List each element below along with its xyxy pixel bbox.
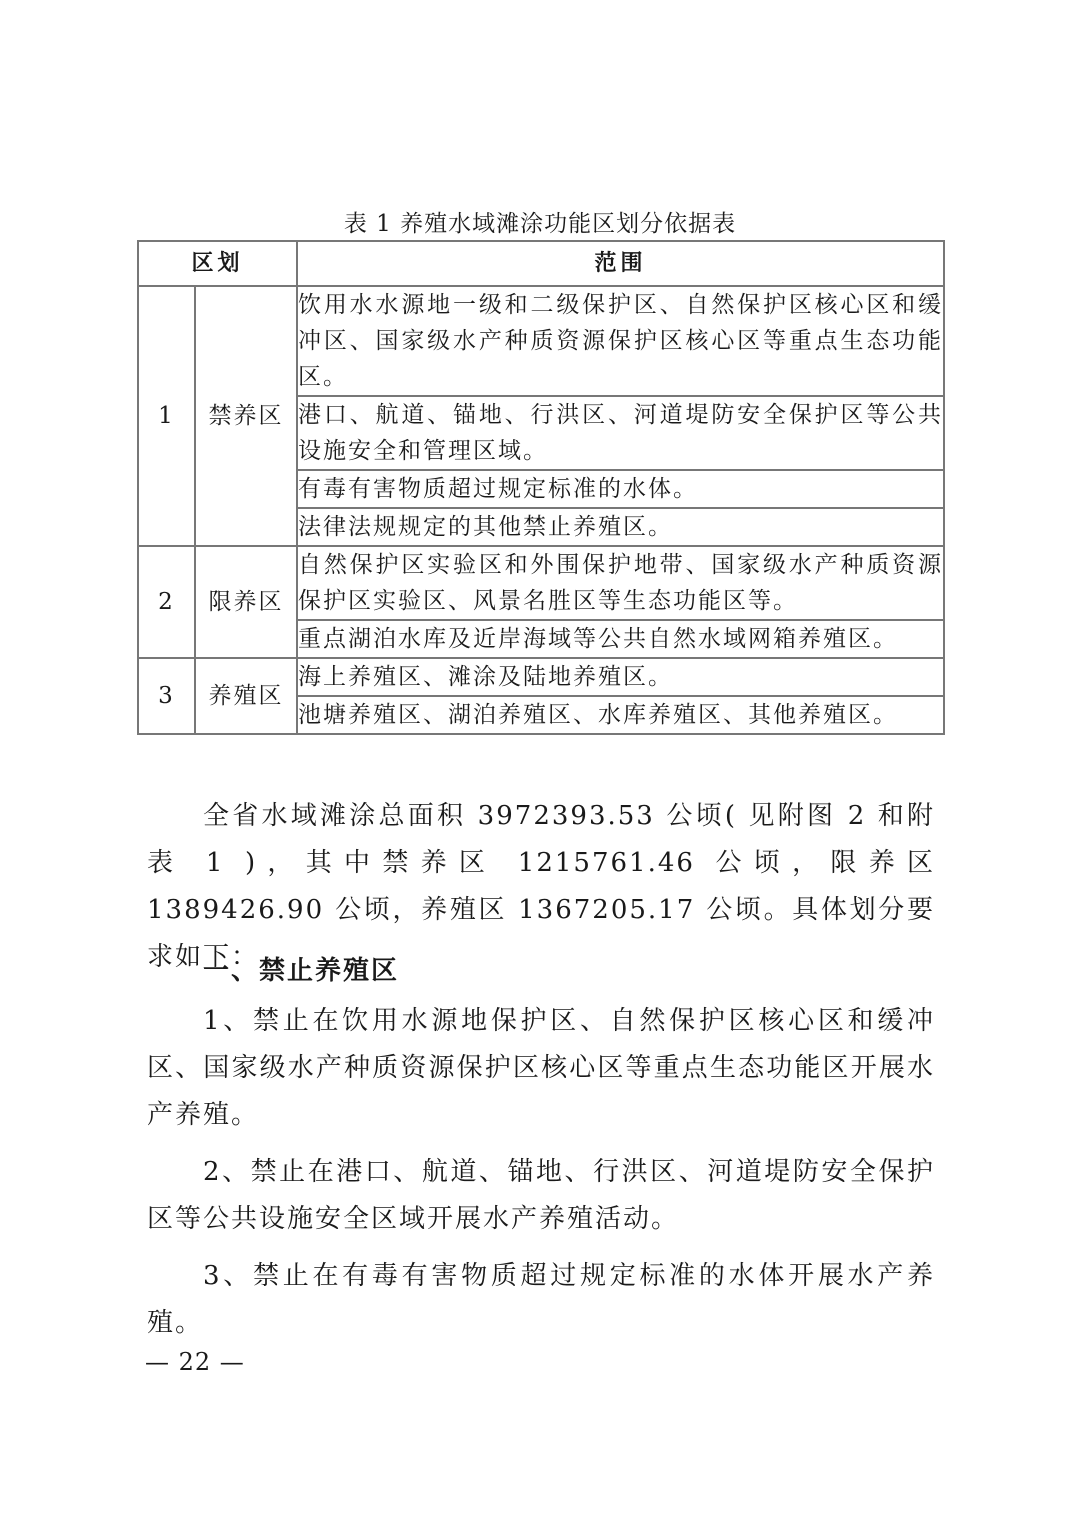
zone-scope: 港口、航道、锚地、行洪区、河道堤防安全保护区等公共设施安全和管理区域。 bbox=[297, 396, 944, 470]
summary-paragraph: 全省水域滩涂总面积 3972393.53 公顷( 见附图 2 和附表 1 )，其中禁养区 1215761.46 公顷，限养区 1389426.90 公顷，养殖区 1367205.17 公顷。具体划分要求如下： bbox=[147, 801, 935, 972]
rule-paragraph-2: 2、禁止在港口、航道、锚地、行洪区、河道堤防安全保护区等公共设施安全区域开展水产养殖活动。 bbox=[147, 1157, 935, 1234]
zone-name: 禁养区 bbox=[195, 286, 297, 546]
header-scope: 范围 bbox=[297, 241, 944, 286]
section-heading: 一、禁止养殖区 bbox=[203, 956, 400, 986]
zone-name: 限养区 bbox=[195, 546, 297, 658]
zone-scope: 法律法规规定的其他禁止养殖区。 bbox=[297, 508, 944, 546]
zone-number: 3 bbox=[138, 658, 195, 734]
zone-number: 2 bbox=[138, 546, 195, 658]
table-row bbox=[138, 658, 944, 696]
zone-scope: 海上养殖区、滩涂及陆地养殖区。 bbox=[297, 658, 944, 696]
zone-name: 养殖区 bbox=[195, 658, 297, 734]
table-row bbox=[138, 286, 944, 396]
zone-scope: 自然保护区实验区和外围保护地带、国家级水产种质资源保护区实验区、风景名胜区等生态功能区等。 bbox=[297, 546, 944, 620]
zone-scope: 有毒有害物质超过规定标准的水体。 bbox=[297, 470, 944, 508]
page-number: — 22 — bbox=[145, 1348, 245, 1376]
rule-paragraph-1: 1、禁止在饮用水源地保护区、自然保护区核心区和缓冲区、国家级水产种质资源保护区核心区等重点生态功能区开展水产养殖。 bbox=[147, 1006, 935, 1130]
zone-scope: 重点湖泊水库及近岸海域等公共自然水域网箱养殖区。 bbox=[297, 620, 944, 658]
table-header-row bbox=[138, 241, 944, 286]
table-row bbox=[138, 546, 944, 620]
zoning-table bbox=[137, 240, 945, 735]
rule-paragraph-3: 3、禁止在有毒有害物质超过规定标准的水体开展水产养殖。 bbox=[147, 1261, 935, 1338]
zone-scope: 饮用水水源地一级和二级保护区、自然保护区核心区和缓冲区、国家级水产种质资源保护区核心区等重点生态功能区。 bbox=[297, 286, 944, 396]
zone-scope: 池塘养殖区、湖泊养殖区、水库养殖区、其他养殖区。 bbox=[297, 696, 944, 734]
table-caption: 表 1 养殖水域滩涂功能区划分依据表 bbox=[343, 211, 737, 237]
header-zone: 区划 bbox=[138, 241, 297, 286]
zone-number: 1 bbox=[138, 286, 195, 546]
